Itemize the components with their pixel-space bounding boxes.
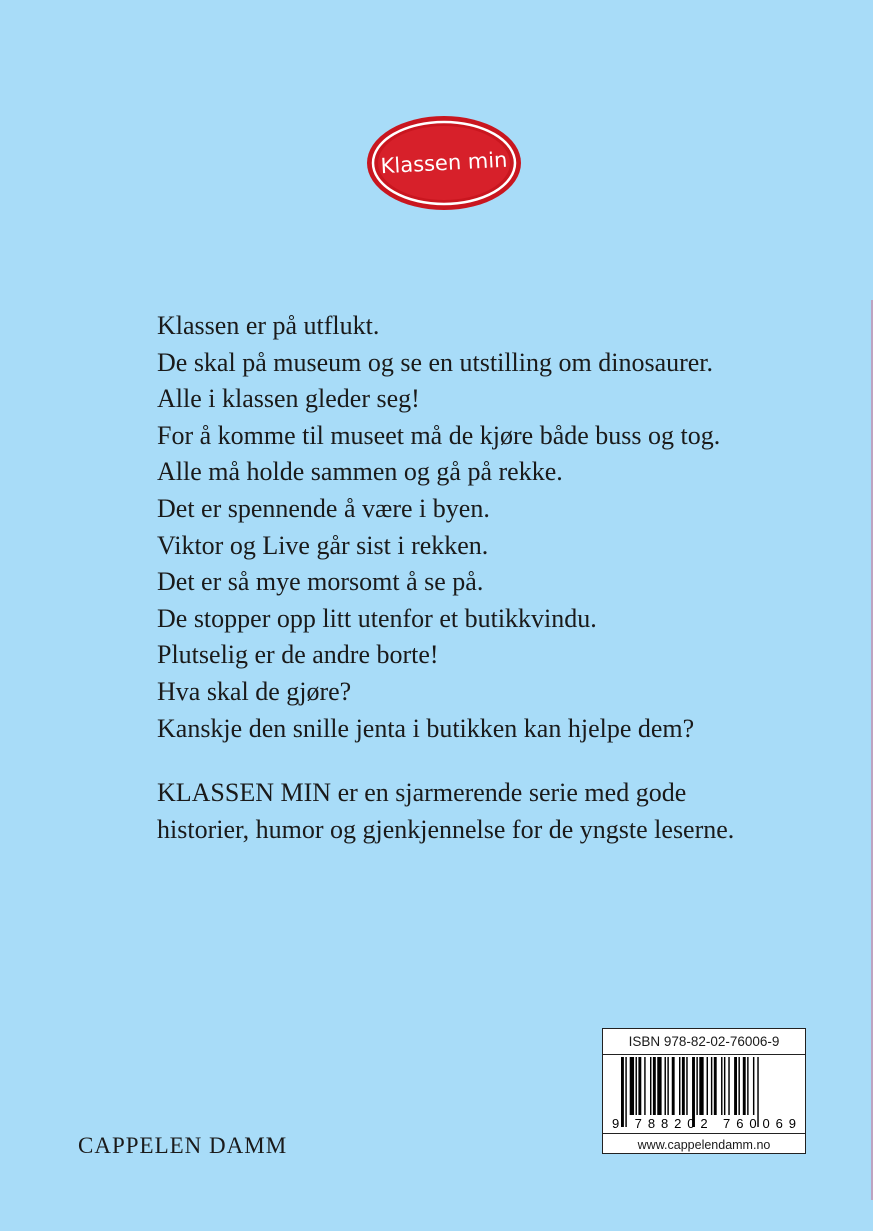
- barcode-bar: [724, 1057, 725, 1115]
- barcode-bar: [714, 1057, 717, 1115]
- text-line: Viktor og Live går sist i rekken.: [157, 530, 489, 560]
- isbn-label: ISBN 978-82-02-76006-9: [603, 1029, 805, 1055]
- barcode-bar: [650, 1057, 651, 1115]
- barcode-bar: [636, 1057, 637, 1115]
- text-line: Alle i klassen gleder seg!: [157, 384, 420, 414]
- publisher-logo: CAPPELEN DAMM: [78, 1133, 288, 1158]
- text-line: Kanskje den snille jenta i butikken kan hjelpe dem?: [157, 713, 695, 743]
- barcode-digits: 9 788202 760069: [612, 1116, 796, 1129]
- barcode-bar: [667, 1057, 668, 1115]
- barcode-bar: [644, 1057, 645, 1115]
- barcode-bar: [621, 1057, 624, 1127]
- barcode-bar: [672, 1057, 675, 1115]
- barcode-bar: [665, 1057, 666, 1115]
- barcode-bar: [657, 1057, 661, 1115]
- barcode-bar: [728, 1057, 729, 1115]
- text-line: Det er spennende å være i byen.: [157, 493, 490, 523]
- text-line: Plutselig er de andre borte!: [157, 640, 439, 670]
- barcode-bar: [653, 1057, 656, 1115]
- text-line: Hva skal de gjøre?: [157, 676, 352, 706]
- text-line: Klassen er på utflukt.: [157, 311, 380, 340]
- barcode-bar: [696, 1057, 697, 1115]
- text-line: historier, humor og gjenkjennelse for de yngste leserne.: [157, 814, 735, 844]
- barcode-bar: [638, 1057, 641, 1115]
- publisher-url: www.cappelendamm.no: [603, 1133, 805, 1155]
- barcode-bar: [743, 1057, 746, 1115]
- barcode-bar: [679, 1057, 680, 1115]
- text-line: De stopper opp litt utenfor et butikkvindu.: [157, 603, 597, 633]
- blurb-text: [157, 308, 857, 747]
- barcode-bars: [611, 1057, 797, 1129]
- text-line: Alle må holde sammen og gå på rekke.: [157, 457, 563, 487]
- barcode-bar: [699, 1057, 703, 1115]
- barcode-bar: [734, 1057, 737, 1115]
- text-line: Det er så mye morsomt å se på.: [157, 567, 484, 597]
- barcode-bar: [747, 1057, 748, 1115]
- text-line: KLASSEN MIN er en sjarmerende serie med gode: [157, 778, 687, 807]
- text-line: De skal på museum og se en utstilling om dinosaurer.: [157, 347, 714, 377]
- barcode-bar: [738, 1057, 739, 1115]
- barcode-bar: [721, 1057, 722, 1115]
- klassen-min-logo: [365, 113, 523, 213]
- series-description: [157, 775, 857, 848]
- isbn-barcode: [602, 1028, 806, 1154]
- barcode-bar: [711, 1057, 712, 1115]
- barcode-bar: [686, 1057, 687, 1115]
- barcode-bar: [630, 1057, 634, 1115]
- barcode-bar: [707, 1057, 708, 1115]
- text-line: For å komme til museet må de kjøre både buss og tog.: [157, 420, 721, 450]
- logo-text: Klassen min: [380, 147, 508, 179]
- barcode-bar: [757, 1057, 758, 1127]
- barcode-bar: [753, 1057, 754, 1115]
- barcode-bar: [682, 1057, 685, 1115]
